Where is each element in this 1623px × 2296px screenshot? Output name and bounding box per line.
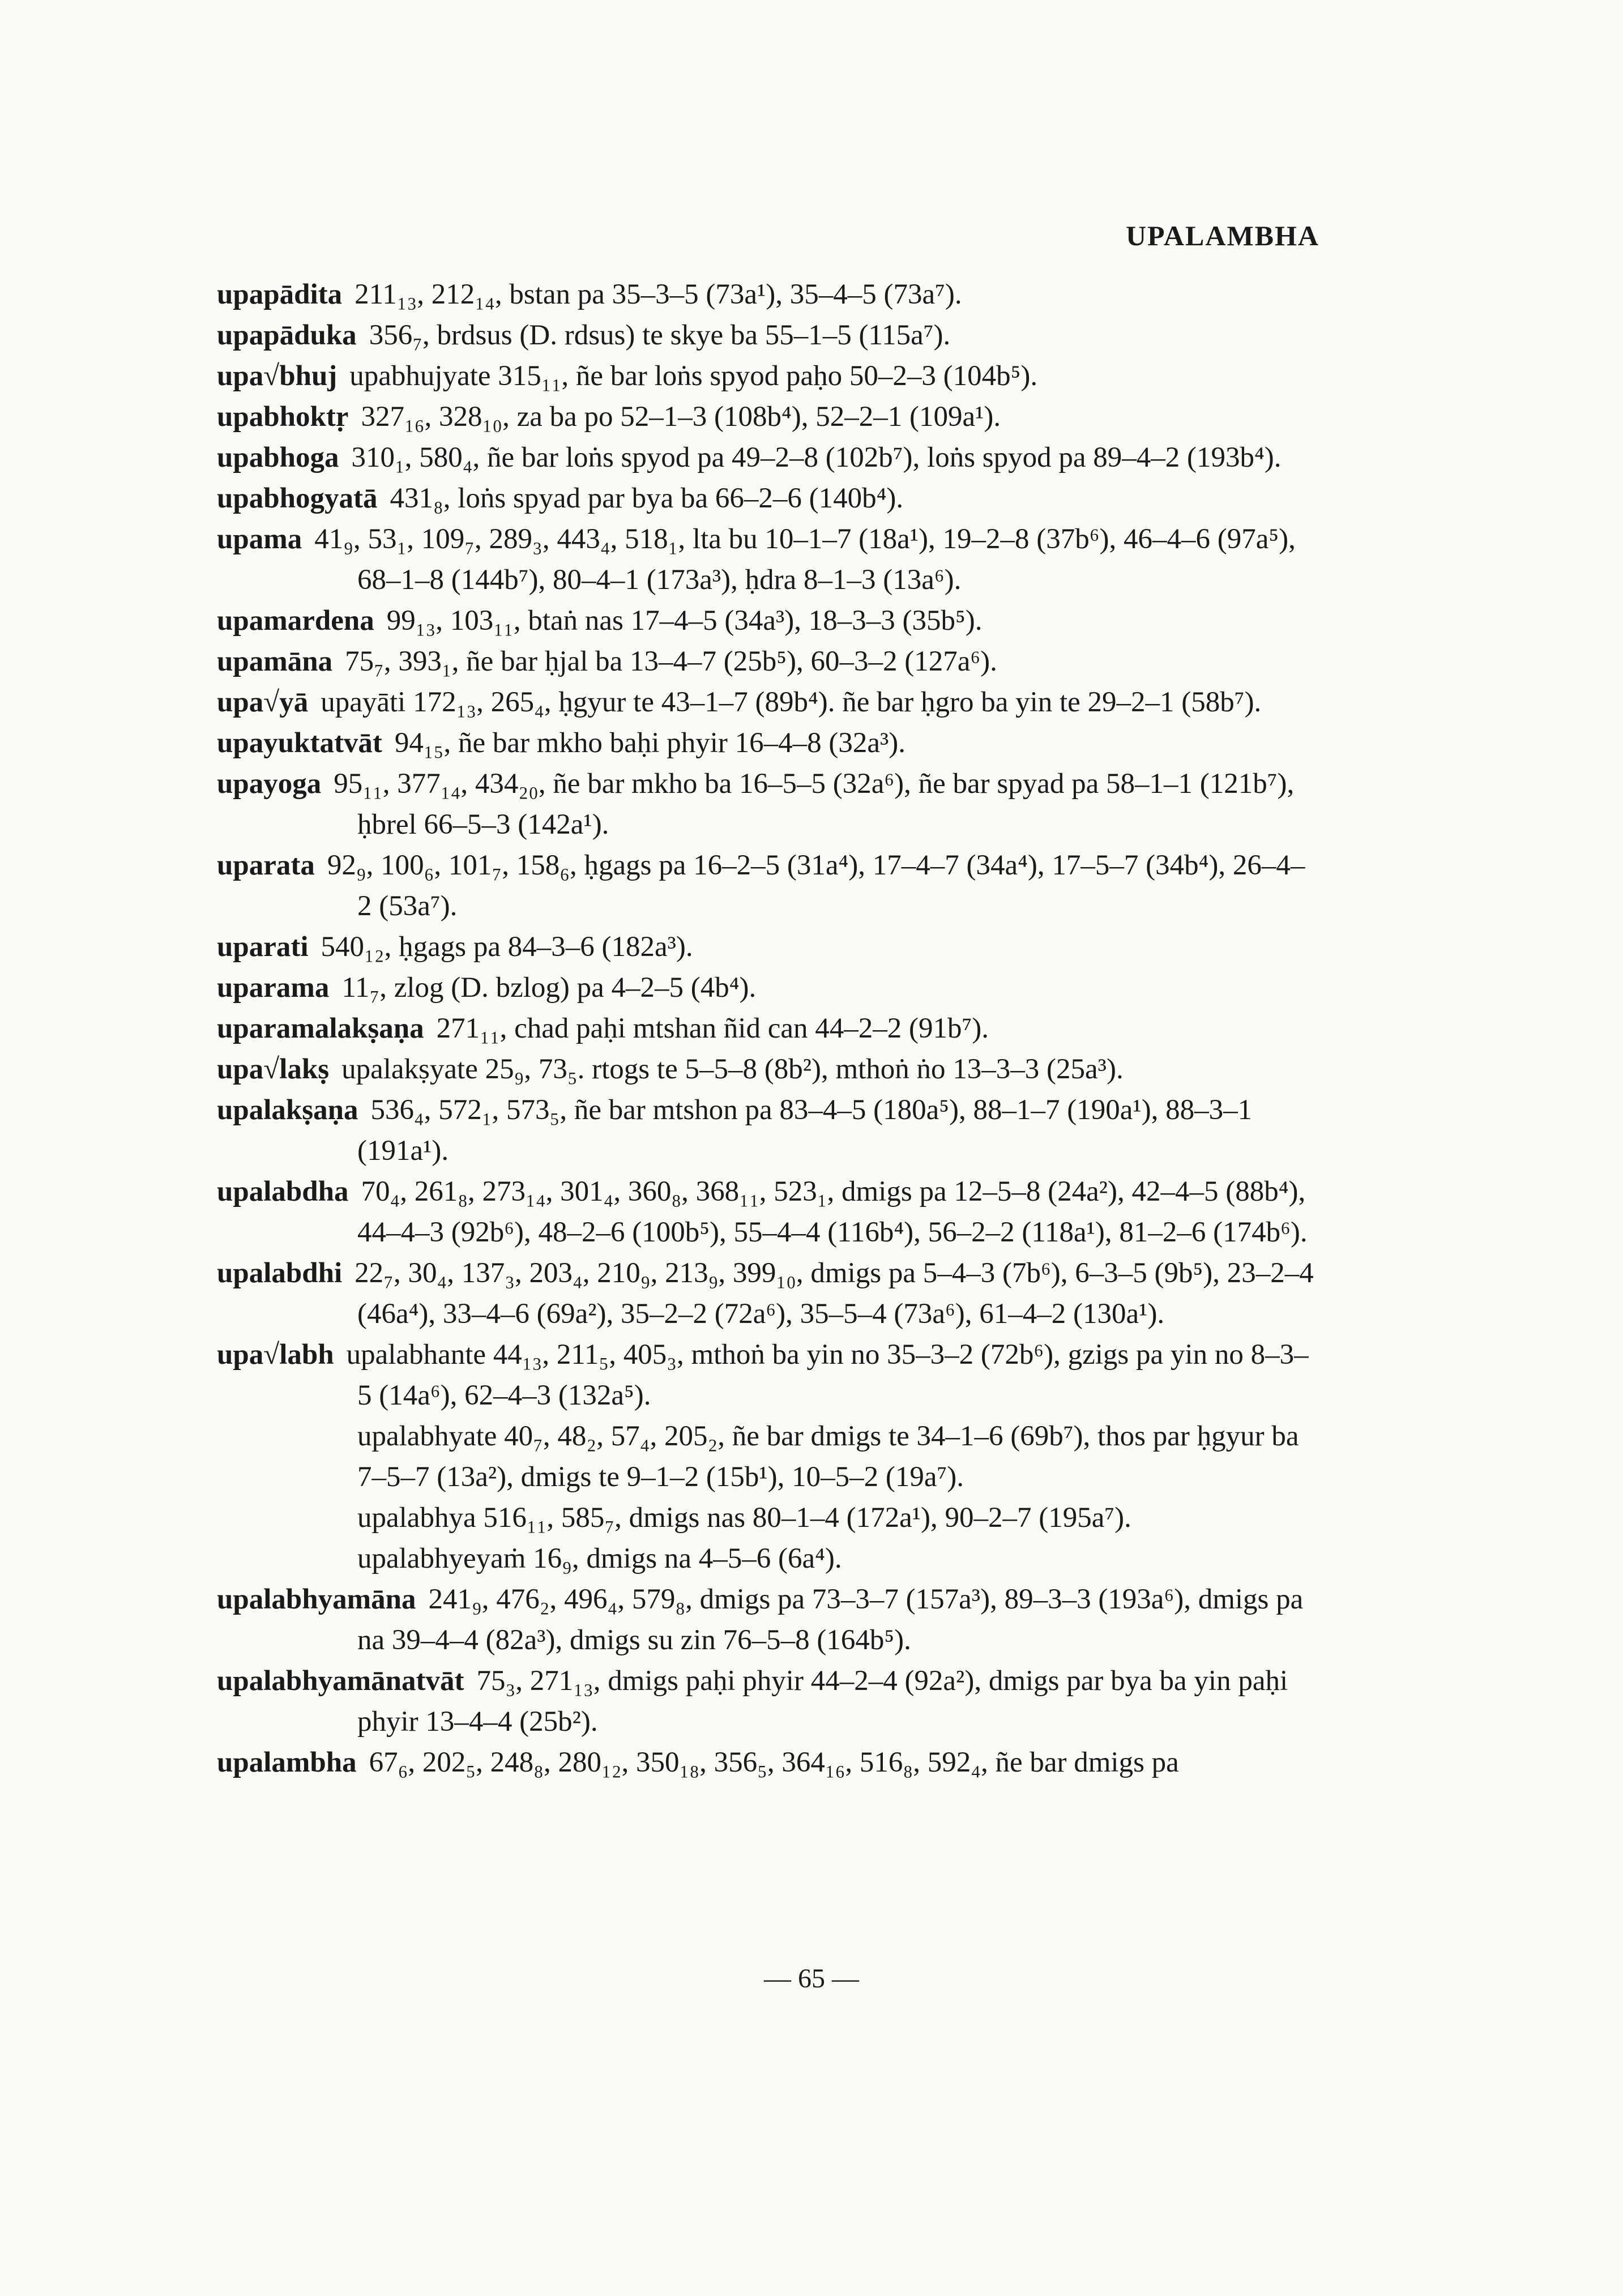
entry-uparata [217,845,1318,927]
headword: upamardena [217,605,374,637]
entry-text: 11₇, zlog (D. bzlog) pa 4–2–5 (4b⁴). [341,972,757,1004]
entry-upalambha [217,1742,1318,1783]
entry-upabhoktr [217,396,1318,437]
sub-entry: upalabhyeyaṁ 16₉, dmigs na 4–5–6 (6a⁴). [357,1543,842,1574]
headword: upalabhyamāna [217,1584,416,1615]
entry-text: 22₇, 30₄, 137₃, 203₄, 210₉, 213₉, 399₁₀, dmigs pa 5–4–3 (7b⁶), 6–3–5 (9b⁵), 23–2–4 (46a⁴), 33–4–6 (69a²), 35–2–2 (72a⁶), 35–5–4 (73a⁶), 61–4–2 (130a¹). [355,1257,1314,1330]
entry-upayuktatvat [217,723,1318,763]
sub-entry: upalabhyate 40₇, 48₂, 57₄, 205₂, ñe bar dmigs te 34–1–6 (69b⁷), thos par ḥgyur ba 7–5–7 (13a²), dmigs te 9–1–2 (15b¹), 10–5–2 (19a⁷). [357,1420,1299,1493]
entry-upapadita [217,274,1318,315]
entry-text: 95₁₁, 377₁₄, 434₂₀, ñe bar mkho ba 16–5–5 (32a⁶), ñe bar spyad pa 58–1–1 (121b⁷), ḥbrel 66–5–3 (142a¹). [334,768,1295,840]
entry-text: 99₁₃, 103₁₁, btaṅ nas 17–4–5 (34a³), 18–3–3 (35b⁵). [386,605,983,637]
dictionary-entries [217,274,1318,1783]
headword: upalambha [217,1747,357,1778]
entry-text: 241₉, 476₂, 496₄, 579₈, dmigs pa 73–3–7 (157a³), 89–3–3 (193a⁶), dmigs pa na 39–4–4 (82a³), dmigs su zin 76–5–8 (164b⁵). [357,1584,1304,1656]
entry-upa-ya [217,682,1318,723]
entry-upa-laks [217,1049,1318,1090]
entry-uparamalaksana [217,1008,1318,1049]
headword: upalabdhi [217,1257,343,1289]
entry-upa-bhuj [217,356,1318,396]
entry-text: 356₇, brdsus (D. rdsus) te skye ba 55–1–5 (115a⁷). [369,319,951,351]
headword: uparama [217,972,330,1004]
entry-text: 310₁, 580₄, ñe bar loṅs spyod pa 49–2–8 (102b⁷), loṅs spyod pa 89–4–2 (193b⁴). [351,442,1282,473]
entry-upalaksana [217,1090,1318,1171]
entry-text: 94₁₅, ñe bar mkho baḥi phyir 16–4–8 (32a³). [394,727,906,759]
entry-text: upalakṣyate 25₉, 73₅. rtogs te 5–5–8 (8b²), mthoṅ ṅo 13–3–3 (25a³). [341,1053,1124,1085]
entry-upamana [217,641,1318,682]
headword: upa√yā [217,686,309,718]
entry-text: upayāti 172₁₃, 265₄, ḥgyur te 43–1–7 (89b⁴). ñe bar ḥgro ba yin te 29–2–1 (58b⁷). [321,686,1262,718]
headword: upapādita [217,279,343,310]
page-number: — 65 — [764,1964,859,1994]
entry-upalabdhi [217,1253,1318,1334]
entry-upama [217,519,1318,600]
entry-uparama [217,967,1318,1008]
entry-upapaduka [217,315,1318,356]
entry-text: 67₆, 202₅, 248₈, 280₁₂, 350₁₈, 356₅, 364₁₆, 516₈, 592₄, ñe bar dmigs pa [369,1747,1179,1778]
entry-text: 431₈, loṅs spyad par bya ba 66–2–6 (140b⁴). [390,483,904,514]
entry-upayoga [217,763,1318,845]
entry-upalabhyamanatvat [217,1661,1318,1742]
entry-text: 540₁₂, ḥgags pa 84–3–6 (182a³). [321,931,693,963]
headword: upabhoktṛ [217,401,349,433]
headword: upa√lakṣ [217,1053,330,1085]
sub-entry: upalabhya 516₁₁, 585₇, dmigs nas 80–1–4 (172a¹), 90–2–7 (195a⁷). [357,1502,1131,1534]
entry-upamardena [217,600,1318,641]
headword: upabhoga [217,442,339,473]
entry-upalabhyamana [217,1579,1318,1661]
entry-upabhoga [217,437,1318,478]
entry-upa-labh [217,1334,1318,1416]
headword: uparati [217,931,309,963]
entry-text: upalabhante 44₁₃, 211₅, 405₃, mthoṅ ba yin no 35–3–2 (72b⁶), gzigs pa yin no 8–3–5 (14a⁶), 62–4–3 (132a⁵). [346,1339,1309,1411]
entry-uparati [217,927,1318,967]
headword: upayoga [217,768,322,800]
headword: upa√labh [217,1339,334,1371]
headword: upalakṣaṇa [217,1094,358,1126]
headword: upayuktatvāt [217,727,382,759]
entry-text: 211₁₃, 212₁₄, bstan pa 35–3–5 (73a¹), 35–4–5 (73a⁷). [355,279,962,310]
entry-text: upabhujyate 315₁₁, ñe bar loṅs spyod paḥo 50–2–3 (104b⁵). [349,360,1038,392]
entry-text: 41₉, 53₁, 109₇, 289₃, 443₄, 518₁, lta bu 10–1–7 (18a¹), 19–2–8 (37b⁶), 46–4–6 (97a⁵), 68–1–8 (144b⁷), 80–4–1 (173a³), ḥdra 8–1–3 (13a⁶). [314,523,1296,596]
headword: upama [217,523,302,555]
entry-text: 327₁₆, 328₁₀, za ba po 52–1–3 (108b⁴), 52–2–1 (109a¹). [361,401,1001,433]
entry-text: 92₉, 100₆, 101₇, 158₆, ḥgags pa 16–2–5 (31a⁴), 17–4–7 (34a⁴), 17–5–7 (34b⁴), 26–4–2 (53a⁷). [327,850,1305,922]
entry-text: 536₄, 572₁, 573₅, ñe bar mtshon pa 83–4–5 (180a⁵), 88–1–7 (190a¹), 88–3–1 (191a¹). [357,1094,1253,1167]
headword: upalabdha [217,1176,349,1207]
headword: uparamalakṣaṇa [217,1013,424,1044]
headword: upabhogyatā [217,483,378,514]
headword: upa√bhuj [217,360,338,392]
entry-upabhogyata [217,478,1318,519]
headword: upamāna [217,646,333,677]
entry-text: 75₇, 393₁, ñe bar ḥjal ba 13–4–7 (25b⁵), 60–3–2 (127a⁶). [345,646,997,677]
headword: upapāduka [217,319,357,351]
entry-text: 75₃, 271₁₃, dmigs paḥi phyir 44–2–4 (92a²), dmigs par bya ba yin paḥi phyir 13–4–4 (25b²). [357,1665,1288,1738]
entry-upalabdha [217,1171,1318,1253]
entry-text: 70₄, 261₈, 273₁₄, 301₄, 360₈, 368₁₁, 523₁, dmigs pa 12–5–8 (24a²), 42–4–5 (88b⁴), 44–4–3 (92b⁶), 48–2–6 (100b⁵), 55–4–4 (116b⁴), 56–2–2 (118a¹), 81–2–6 (174b⁶). [357,1176,1308,1248]
headword: uparata [217,850,315,881]
entry-text: 271₁₁, chad paḥi mtshan ñid can 44–2–2 (91b⁷). [436,1013,989,1044]
headword: upalabhyamānatvāt [217,1665,464,1697]
running-header: UPALAMBHA [1125,220,1319,251]
